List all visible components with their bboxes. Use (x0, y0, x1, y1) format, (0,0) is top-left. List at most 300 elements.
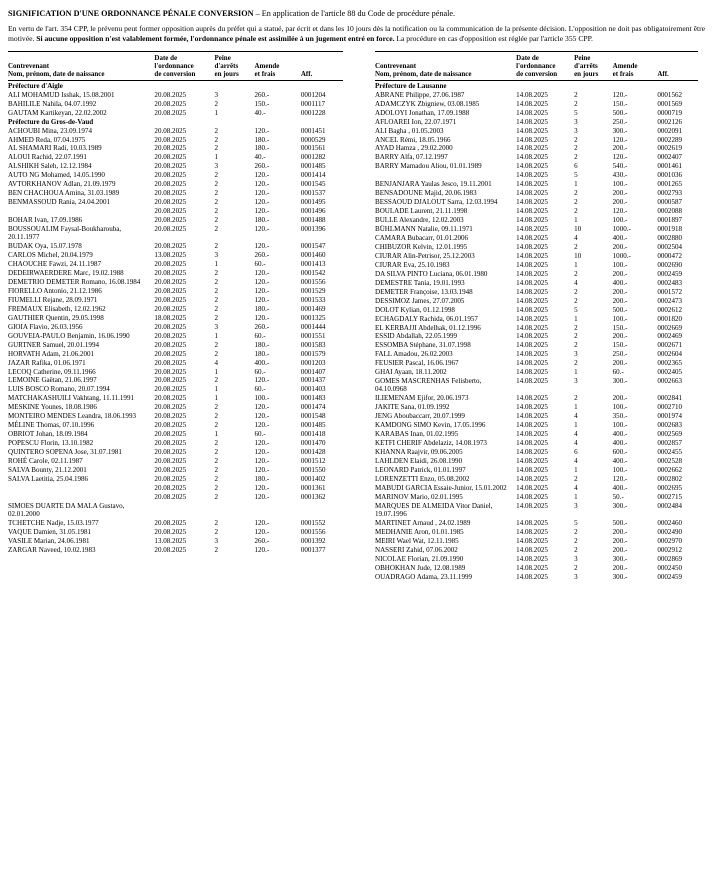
cell-contrevenant: BUDAK Oya, 15.07.1978 (8, 242, 82, 251)
cell-peine: 1 (214, 260, 218, 269)
cell-date: 20.08.2025 (154, 260, 187, 269)
document-title-suffix: – En application de l'article 88 du Code de procédure pénale. (253, 9, 456, 18)
cell-contrevenant: BESSAOUD DJALOUT Sarra, 12.03.1994 (375, 198, 498, 207)
right-column (353, 51, 698, 581)
cell-date: 20.08.2025 (154, 331, 187, 340)
cell-date: 14.08.2025 (516, 474, 548, 483)
cell-aff: 0002802 (657, 474, 683, 483)
cell-date: 14.08.2025 (516, 305, 548, 314)
cell-amende: 400.- (612, 278, 628, 287)
table-row (8, 260, 343, 269)
legal-notice (8, 24, 705, 44)
cell-amende: 120.- (254, 527, 270, 536)
cell-amende: 150.- (254, 99, 270, 108)
cell-date: 20.08.2025 (154, 295, 187, 304)
cell-aff: 0001542 (300, 269, 326, 278)
cell-date: 14.08.2025 (516, 198, 548, 207)
table-row (375, 492, 698, 501)
cell-aff: 0002671 (657, 341, 683, 350)
convictions-table-left (8, 51, 343, 554)
cell-amende: 120.- (254, 439, 270, 448)
cell-amende: 120.- (254, 518, 270, 527)
cell-contrevenant: FIORELLO Antonio, 21.12.1986 (8, 286, 102, 295)
cell-peine: 2 (214, 403, 218, 412)
cell-peine: 2 (214, 340, 218, 349)
table-row (8, 99, 343, 108)
cell-amende: 100.- (612, 465, 628, 474)
cell-contrevenant: JAKITE Sana, 01.09.1992 (375, 403, 450, 412)
cell-peine: 4 (574, 233, 578, 242)
cell-contrevenant: LAHLDEN Elaidi, 26.08.1990 (375, 457, 463, 466)
cell-aff: 0001470 (300, 439, 326, 448)
cell-peine: 1 (574, 403, 578, 412)
cell-aff: 0002405 (657, 368, 683, 377)
cell-peine (214, 501, 254, 518)
cell-date: 20.08.2025 (154, 358, 187, 367)
cell-peine: 2 (574, 135, 578, 144)
cell-peine: 2 (214, 277, 218, 286)
cell-aff: 0001362 (300, 492, 326, 501)
cell-amende: 100.- (612, 403, 628, 412)
table-row (8, 269, 343, 278)
col-header-date-line3: de conversion (154, 70, 196, 79)
cell-aff: 0000529 (300, 135, 326, 144)
cell-date: 20.08.2025 (154, 225, 187, 234)
cell-peine: 2 (214, 242, 218, 251)
cell-contrevenant: ROHÉ Carole, 02.11.1987 (8, 457, 83, 466)
col-header-amende-line1: Amende (254, 62, 280, 71)
cell-contrevenant: CARLOS Michel, 20.04.1979 (8, 251, 93, 260)
cell-contrevenant: DOLOT Kylian, 01.12.1998 (375, 305, 455, 314)
cell-amende: 120.- (254, 242, 270, 251)
cell-peine: 2 (214, 439, 218, 448)
cell-aff: 0001529 (300, 286, 326, 295)
cell-amende: 250.- (612, 350, 628, 359)
group-heading-label: Préfecture d'Aigle (8, 81, 63, 90)
cell-amende: 300.- (612, 126, 628, 135)
table-row (375, 412, 698, 421)
col-header-contrevenant-line2: Nom, prénom, date de naissance (375, 70, 472, 79)
col-header-peine (214, 52, 254, 81)
document-title: SIGNIFICATION D'UNE ORDONNANCE PÉNALE CONVERSION (8, 9, 254, 18)
cell-peine: 2 (574, 323, 578, 332)
cell-amende: 200.- (612, 332, 628, 341)
table-row (8, 216, 343, 225)
col-header-aff (301, 52, 343, 81)
cell-peine: 1 (214, 394, 218, 403)
cell-date: 14.08.2025 (516, 536, 548, 545)
table-row (8, 189, 343, 198)
cell-amende: 180.- (254, 144, 270, 153)
cell-date: 14.08.2025 (516, 135, 548, 144)
cell-date: 14.08.2025 (516, 545, 548, 554)
table-row (375, 287, 698, 296)
cell-date: 20.08.2025 (154, 448, 187, 457)
cell-contrevenant: JENG Aboubaccarr, 20.07.1999 (375, 412, 465, 421)
cell-amende: 400.- (612, 439, 628, 448)
cell-peine: 2 (214, 313, 218, 322)
cell-amende: 120.- (254, 545, 270, 554)
table-row (8, 251, 343, 260)
cell-aff: 0002460 (657, 518, 683, 527)
cell-peine: 1 (214, 367, 218, 376)
cell-peine: 2 (214, 448, 218, 457)
cell-amende: 400.- (612, 233, 628, 242)
cell-date: 14.08.2025 (516, 457, 548, 466)
col-header-amende-line2: et frais (612, 70, 634, 79)
cell-aff: 0002715 (657, 492, 683, 501)
cell-date: 20.08.2025 (154, 108, 187, 117)
cell-amende: 120.- (254, 171, 270, 180)
table-row (375, 332, 698, 341)
cell-aff: 0002669 (657, 323, 683, 332)
cell-contrevenant: DEMETRIO DEMETER Romano, 16.08.1984 (8, 277, 141, 286)
cell-date: 14.08.2025 (516, 207, 548, 216)
cell-amende: 300.- (612, 501, 628, 510)
cell-contrevenant: MESKINE Younes, 18.08.1986 (8, 403, 97, 412)
cell-aff: 0002483 (657, 278, 683, 287)
cell-peine: 2 (214, 189, 218, 198)
cell-peine: 1 (574, 260, 578, 269)
cell-amende: 150.- (612, 323, 628, 332)
cell-amende: 200.- (612, 545, 628, 554)
cell-amende (255, 501, 301, 518)
cell-amende: 200.- (612, 242, 628, 251)
cell-amende: 120.- (612, 153, 628, 162)
table-row (375, 243, 698, 252)
table-row (8, 242, 343, 251)
cell-date: 20.08.2025 (154, 439, 187, 448)
table-row (375, 135, 698, 144)
cell-peine: 2 (574, 207, 578, 216)
cell-contrevenant: BENMASSOUD Rania, 24.04.2001 (8, 198, 110, 207)
col-header-date-line1: Date de (516, 54, 539, 63)
cell-amende: 200.- (612, 527, 628, 536)
cell-amende: 120.- (612, 474, 628, 483)
cell-amende: 120.- (254, 225, 270, 234)
table-row (8, 394, 343, 403)
cell-contrevenant: VASILE Marian, 24.06.1981 (8, 536, 90, 545)
cell-contrevenant: POPESCU Florin, 13.10.1982 (8, 439, 94, 448)
cell-date: 14.08.2025 (516, 465, 548, 474)
cell-contrevenant: SIMOES DUARTE DA MALA Gustavo, 02.01.2000 (8, 501, 125, 518)
cell-peine: 1 (214, 331, 218, 340)
table-row (375, 563, 698, 572)
cell-aff: 0001552 (300, 518, 326, 527)
cell-date: 20.08.2025 (154, 162, 187, 171)
table-row (8, 536, 343, 545)
cell-aff: 0002484 (657, 501, 683, 510)
table-row (375, 359, 698, 368)
table-row (8, 501, 343, 518)
table-row (375, 90, 698, 99)
cell-contrevenant: FIUMELLI Rejane, 28.09.1971 (8, 295, 98, 304)
cell-date: 20.08.2025 (154, 465, 187, 474)
cell-amende: 400.- (612, 430, 628, 439)
cell-aff: 0002504 (657, 242, 683, 251)
cell-contrevenant: MEIRI Wael Wat, 12.11.1985 (375, 536, 459, 545)
cell-contrevenant: ILIEMENAM Ejifor, 20.06.1973 (375, 394, 469, 403)
table-row (8, 322, 343, 331)
cell-date: 14.08.2025 (516, 501, 548, 510)
left-column (8, 51, 353, 554)
two-column-layout (8, 51, 705, 581)
cell-peine: 5 (574, 108, 578, 117)
cell-contrevenant: ALI MOHAMUD Isshak, 15.08.2001 (8, 90, 115, 99)
table-row (8, 135, 343, 144)
cell-peine: 2 (574, 189, 578, 198)
cell-amende: 400.- (612, 483, 628, 492)
cell-date: 20.08.2025 (154, 153, 187, 162)
cell-aff: 0001414 (300, 171, 326, 180)
cell-date: 20.08.2025 (154, 180, 187, 189)
cell-peine: 2 (214, 492, 218, 501)
cell-amende: 600.- (612, 448, 628, 457)
cell-contrevenant: LEMOINE Gaëtan, 21.06.1997 (8, 376, 97, 385)
cell-peine: 1 (574, 180, 578, 189)
cell-contrevenant: ECHAGDALY Rachida, 06.01.1957 (375, 314, 478, 323)
cell-aff: 0000472 (657, 251, 683, 260)
cell-amende: 260.- (254, 90, 270, 99)
cell-aff: 0001512 (300, 457, 326, 466)
table-row (8, 304, 343, 313)
cell-amende: 120.- (612, 135, 628, 144)
cell-contrevenant: MEDHANIE Aron, 01.01.1985 (375, 527, 464, 536)
col-header-amende (255, 52, 301, 81)
table-row (375, 554, 698, 563)
cell-date: 20.08.2025 (154, 403, 187, 412)
cell-amende: 430.- (612, 171, 628, 180)
cell-date: 20.08.2025 (154, 322, 187, 331)
cell-contrevenant: GHAI Ayaan, 18.11.2002 (375, 368, 447, 377)
cell-aff: 0001537 (300, 189, 326, 198)
cell-peine: 2 (214, 295, 218, 304)
table-row (8, 349, 343, 358)
cell-aff: 0001485 (300, 421, 326, 430)
col-header-date-line1: Date de (154, 54, 178, 63)
cell-aff: 0001495 (300, 198, 326, 207)
cell-amende: 100.- (612, 421, 628, 430)
cell-date: 20.08.2025 (154, 545, 187, 554)
cell-aff: 0001437 (300, 376, 326, 385)
col-header-amende-line2: et frais (254, 70, 276, 79)
cell-aff: 0002126 (657, 117, 683, 126)
cell-amende: 180.- (254, 304, 270, 313)
table-header-row (8, 52, 343, 81)
col-header-peine-line2: d'arrêts (574, 62, 598, 71)
cell-contrevenant: LECOQ Catherine, 09.11.1966 (8, 367, 96, 376)
cell-peine: 2 (574, 90, 578, 99)
cell-contrevenant: HORVATH Adam, 21.06.2001 (8, 349, 95, 358)
cell-peine: 1 (574, 368, 578, 377)
cell-contrevenant: MABUDI GARCIA Essaie-Junior, 15.01.2002 (375, 483, 507, 492)
cell-peine: 1 (214, 430, 218, 439)
cell-date: 20.08.2025 (154, 171, 187, 180)
group-heading-row (375, 81, 698, 90)
cell-contrevenant: FREMAUX Elisabeth, 12.02.1962 (8, 304, 106, 313)
cell-date: 20.08.2025 (154, 99, 187, 108)
cell-amende: 300.- (612, 377, 628, 386)
cell-peine: 6 (574, 162, 578, 171)
cell-peine: 3 (574, 377, 578, 386)
cell-peine: 2 (574, 527, 578, 536)
table-row (8, 108, 343, 117)
cell-amende: 500.- (612, 518, 628, 527)
cell-date: 14.08.2025 (516, 108, 548, 117)
col-header-aff-line1: Aff. (657, 70, 669, 79)
col-header-date (516, 52, 574, 81)
cell-peine: 2 (574, 99, 578, 108)
table-row (8, 358, 343, 367)
cell-aff: 0002569 (657, 430, 683, 439)
table-row (375, 475, 698, 484)
cell-contrevenant: OBHOKHAN Jude, 12.08.1989 (375, 563, 466, 572)
cell-aff: 0001488 (300, 216, 326, 225)
cell-peine: 4 (574, 483, 578, 492)
cell-contrevenant: KAMDONG SIMO Kevin, 17.05.1996 (375, 421, 486, 430)
cell-peine: 2 (214, 349, 218, 358)
col-header-aff-line1: Aff. (300, 70, 313, 79)
cell-peine: 3 (574, 126, 578, 135)
legal-notice-part1: En vertu de l'art. 354 CPP, le prévenu peut former opposition auprès du préfet qui a statué, par écrit et dans les 10 jours dès la notification ou la communication de la présente décision. L'opposition ne doit pas obligatoirement être motivée. (8, 24, 705, 44)
cell-date: 20.08.2025 (154, 430, 187, 439)
cell-aff: 0000719 (657, 108, 683, 117)
cell-contrevenant: OUADRAGO Adama, 23.11.1999 (375, 572, 473, 581)
cell-contrevenant: BAHILILE Nahila, 04.07.1992 (8, 99, 97, 108)
table-row (375, 457, 698, 466)
legal-notice-part2: La procédure en cas d'opposition est réglée par l'article 355 CPP. (394, 34, 593, 44)
cell-contrevenant: ZARGAR Naveed, 10.02.1983 (8, 545, 96, 554)
cell-date: 14.08.2025 (516, 359, 548, 368)
cell-amende: 120.- (254, 295, 270, 304)
cell-date: 14.08.2025 (516, 518, 548, 527)
table-row (8, 466, 343, 475)
cell-aff: 0001820 (657, 314, 683, 323)
table-row (375, 207, 698, 216)
cell-aff: 0002528 (657, 457, 683, 466)
cell-contrevenant (8, 492, 154, 501)
cell-contrevenant: AHMED Reda, 07.04.1975 (8, 135, 86, 144)
table-body-right (375, 81, 698, 581)
cell-aff: 0002490 (657, 527, 683, 536)
cell-contrevenant: LORENZETTI Enzo, 05.08.2002 (375, 474, 470, 483)
cell-aff: 0002970 (657, 536, 683, 545)
cell-amende: 1000.- (612, 251, 631, 260)
cell-date: 20.08.2025 (154, 385, 187, 394)
cell-aff: 0002407 (657, 153, 683, 162)
cell-contrevenant: AYAD Hamza , 29.02.2000 (375, 144, 453, 153)
legal-notice-emphasis: Si aucune opposition n'est valablement formée, l'ordonnance pénale est assimilée à un jugement entré en force. (36, 34, 395, 44)
cell-aff: 0001036 (657, 171, 683, 180)
cell-contrevenant: AL SHAMARI Radi, 10.03.1989 (8, 144, 102, 153)
table-row (8, 545, 343, 554)
cell-date: 14.08.2025 (516, 296, 548, 305)
cell-contrevenant (375, 171, 516, 180)
cell-amende: 120.- (254, 492, 270, 501)
cell-amende: 120.- (254, 277, 270, 286)
cell-date: 20.08.2025 (154, 126, 187, 135)
cell-contrevenant: KETFI CHERIF Abdelaziz, 14.08.1973 (375, 439, 487, 448)
table-row (8, 448, 343, 457)
cell-aff: 0001228 (300, 108, 326, 117)
cell-contrevenant: ESSID Abdallah, 22.05.1999 (375, 332, 458, 341)
cell-contrevenant: CIURAR Alin-Petrisor, 25.12.2003 (375, 251, 475, 260)
cell-date: 14.08.2025 (516, 189, 548, 198)
group-heading-label: Préfecture du Gros-de-Vaud (8, 117, 94, 126)
table-row (8, 484, 343, 493)
cell-contrevenant: DEMESTRE Tania, 19.01.1993 (375, 278, 465, 287)
cell-aff: 0002459 (657, 572, 683, 581)
cell-amende: 60.- (254, 430, 266, 439)
cell-aff: 0002912 (657, 545, 683, 554)
cell-date: 14.08.2025 (516, 260, 548, 269)
cell-amende: 400.- (612, 457, 628, 466)
cell-date: 20.08.2025 (154, 304, 187, 313)
cell-contrevenant: SALVA Bounty, 21.12.2001 (8, 465, 87, 474)
cell-aff: 0001550 (300, 465, 326, 474)
table-row (375, 377, 698, 394)
table-row (8, 153, 343, 162)
cell-peine: 2 (214, 207, 218, 216)
cell-contrevenant: GAUTAM Kartikeyan, 22.02.2002 (8, 108, 107, 117)
cell-contrevenant: JAZAR Rafika, 01.06.1971 (8, 358, 86, 367)
cell-date: 14.08.2025 (516, 171, 548, 180)
cell-aff: 0001562 (657, 90, 683, 99)
cell-aff: 0001572 (657, 287, 683, 296)
cell-amende: 500.- (612, 305, 628, 314)
table-row (8, 421, 343, 430)
col-header-peine-line1: Peine (214, 54, 231, 63)
cell-peine: 10 (574, 225, 582, 234)
cell-aff (301, 501, 343, 518)
cell-peine: 2 (214, 483, 218, 492)
cell-amende: 200.- (612, 287, 628, 296)
cell-peine: 2 (574, 474, 578, 483)
cell-amende: 200.- (612, 198, 628, 207)
cell-contrevenant: CIURAR Eva, 25.10.1983 (375, 260, 450, 269)
cell-amende: 260.- (254, 162, 270, 171)
table-row (375, 108, 698, 117)
cell-aff: 0001265 (657, 180, 683, 189)
cell-amende: 1000.- (612, 225, 631, 234)
cell-amende: 540.- (612, 162, 628, 171)
table-row (375, 278, 698, 287)
cell-contrevenant: NICOLAE Florian, 21.09.1990 (375, 554, 464, 563)
cell-date: 14.08.2025 (516, 430, 548, 439)
cell-peine: 5 (574, 171, 578, 180)
cell-peine: 3 (214, 90, 218, 99)
cell-aff: 0001556 (300, 527, 326, 536)
cell-amende: 60.- (254, 367, 266, 376)
cell-peine: 3 (214, 251, 218, 260)
cell-peine: 2 (574, 144, 578, 153)
table-row (375, 117, 698, 126)
cell-peine: 3 (214, 536, 218, 545)
cell-peine: 2 (574, 563, 578, 572)
cell-peine: 1 (574, 216, 578, 225)
cell-peine: 2 (214, 269, 218, 278)
cell-aff: 0001117 (300, 99, 325, 108)
cell-date: 20.08.2025 (154, 144, 187, 153)
cell-aff: 0001451 (300, 126, 326, 135)
cell-amende: 180.- (254, 135, 270, 144)
cell-contrevenant: EL KERBAJJI Abdelhak, 01.12.1996 (375, 323, 481, 332)
cell-date: 14.08.2025 (516, 99, 548, 108)
cell-aff: 0002619 (657, 144, 683, 153)
cell-peine: 2 (214, 457, 218, 466)
cell-amende: 120.- (254, 483, 270, 492)
table-row (375, 519, 698, 528)
